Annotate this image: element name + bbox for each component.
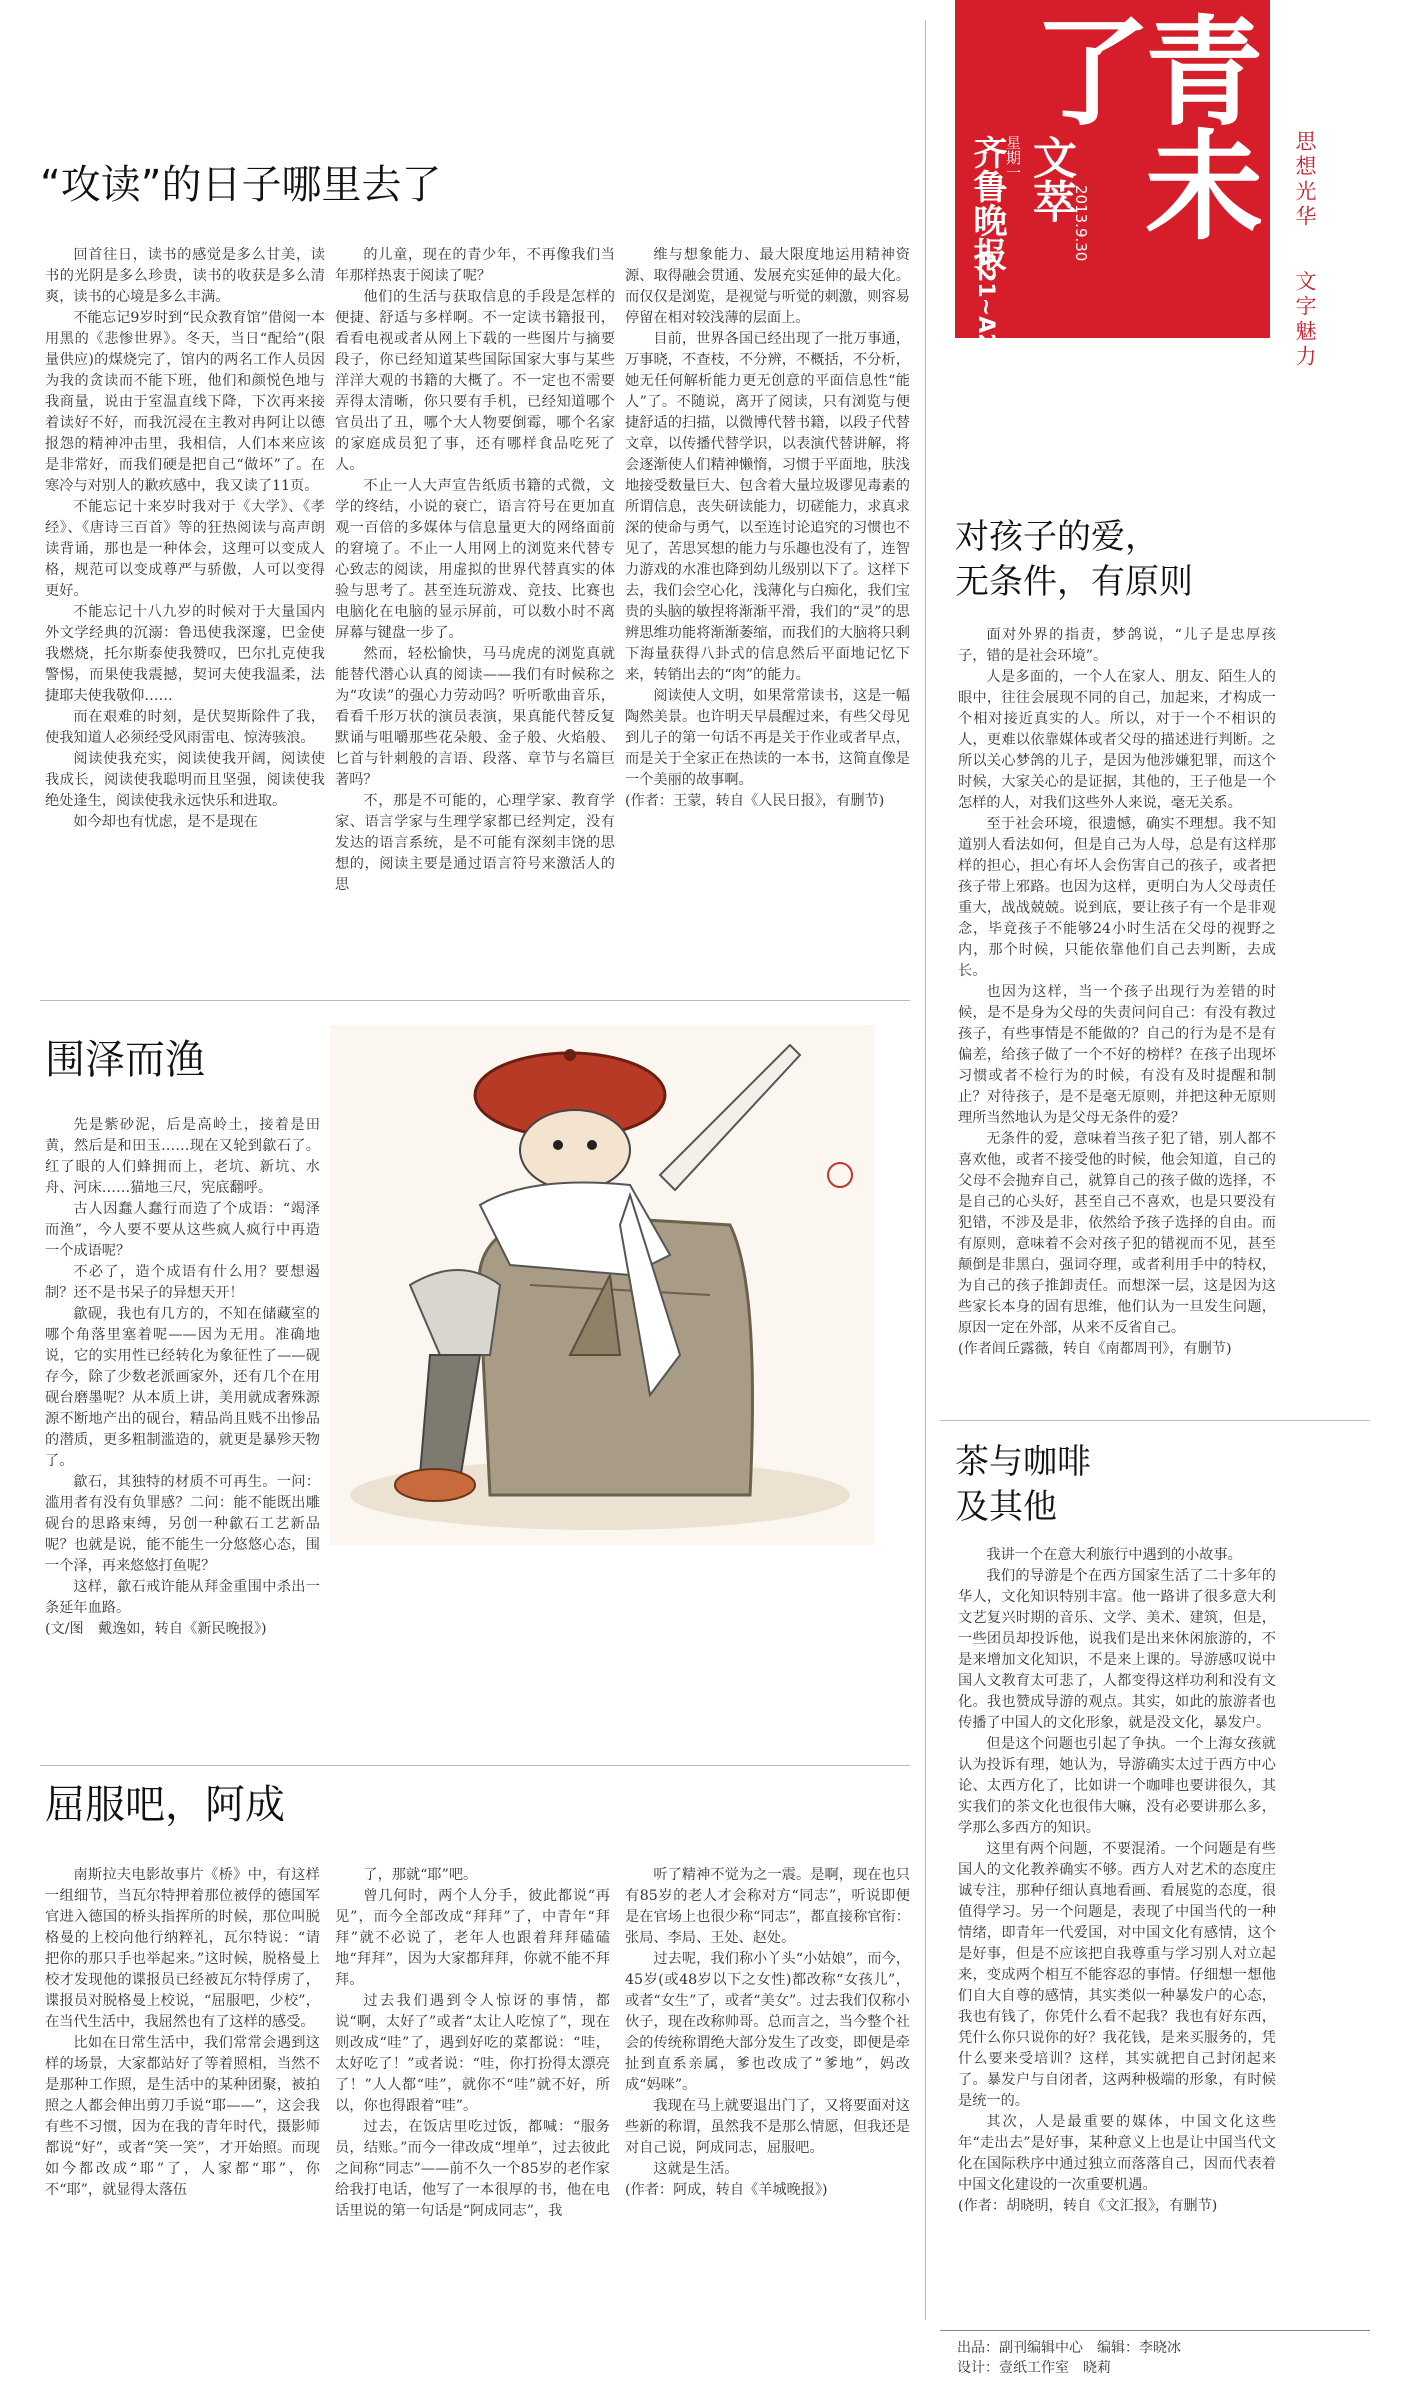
designer-name: 晓莉 [1083,2360,1111,2376]
article-source: (文/图 戴逸如，转自《新民晚报》) [45,1621,267,1637]
paragraph: 我们的导游是个在西方国家生活了二十多年的华人，文化知识特别丰富。他一路讲了很多意大利文艺复兴时期的音乐、文学、美术、建筑，但是，一些团员却投诉他，说我们是出来休闲旅游的，不是来增加文化知识，不是来上课的。导游感叹说中国人文教育太可悲了，人都变得这样功利和没有文化。我也赞成导游的观点。其实，如此的旅游者也传播了中国人的文化形象，就是没文化，暴发户。 [958,1568,1276,1731]
headline-article5-line2: 及其他 [955,1487,1057,1527]
paragraph: 阅读使人文明，如果常常读书，这是一幅陶然美景。也许明天早晨醒过来，有些父母见到儿子的第一句话不再是关于作业或者早点，而是关于全家正在热读的一本书，这简直像是一个美丽的故事啊。 [625,688,910,788]
credits-line2 [957,2358,1195,2378]
paragraph: 古人因蠢人蠢行而造了个成语：“竭泽而渔”，今人要不要从这些疯人疯行中再造一个成语呢？ [45,1201,320,1259]
article2-body [45,1115,320,1760]
article-source: (作者闾丘露薇，转自《南都周刊》，有删节) [958,1341,1232,1357]
headline-article4-line2: 无条件，有原则 [955,562,1193,602]
paragraph: 听了精神不觉为之一震。是啊，现在也只有85岁的老人才会称对方“同志”，听说即便是在官场上也很少称“同志”，都直接称官衔：张局、李局、王处、赵处。 [625,1867,910,1946]
headline-article5-line1: 茶与咖啡 [955,1442,1091,1482]
newspaper-logo: 齐鲁晚报 [967,135,1007,271]
paragraph: 这样，歙石戒许能从拜金重围中杀出一条延年血路。 [45,1579,320,1616]
paragraph: 不止一人大声宣告纸质书籍的式微，文学的终结，小说的衰亡，语言符号在更加直观一百倍的多媒体与信息量更大的网络面前的窘境了。不止一人用网上的浏览来代替专心致志的阅读，用虚拟的世界代替真实的体验与思考了。甚至连玩游戏、竞技、比赛也电脑化在电脑的显示屏前，可以数小时不离屏幕与键盘一步了。 [335,478,615,641]
paragraph: 歙石，其独特的材质不可再生。一问：滥用者有没有负罪感？二问：能不能既出雕砚台的思路束缚，另创一种歙石工艺新品呢？也就是说，能不能生一分悠悠心态，围一个泽，再来悠悠打鱼呢？ [45,1474,320,1574]
paragraph: 过去，在饭店里吃过饭，都喊：“服务员，结账。”而今一律改成“埋单”，过去彼此之间称“同志”——前不久一个85岁的老作家给我打电话，他写了一本很厚的书，他在电话里说的第一句话是“阿成同志”，我 [335,2119,610,2219]
paragraph: 面对外界的指责，梦鸽说，“儿子是忠厚孩子，错的是社会环境”。 [958,627,1276,664]
section-rule [40,1765,910,1766]
paragraph: 了，那就“耶”吧。 [363,1867,478,1883]
section-rule [940,1420,1370,1421]
paragraph: 曾几何时，两个人分手，彼此都说“再见”，而今全部改成“拜拜”了，中青年“拜拜”就不必说了，老年人也跟着拜拜磕磕地“拜拜”，因为大家都拜拜，你就不能不拜拜。 [335,1888,610,1988]
weekday: 星期一 [1004,135,1022,180]
issue-date: 2013.9.30 [1072,185,1090,262]
headline-article2: 围泽而渔 [45,1037,205,1083]
slogan-right: 文字魅力 [1293,270,1317,370]
paragraph: 其次，人是最重要的媒体，中国文化这些年“走出去”是好事，某种意义上也是让中国当代文化在国际秩序中通过独立而落落自己，因而代表着中国文化建设的一次重要机遇。 [958,2114,1276,2193]
article-source: (作者：阿成，转自《羊城晚报》) [625,2182,828,2198]
paragraph: 比如在日常生活中，我们常常会遇到这样的场景，大家都站好了等着照相，当然不是那种工作照，是生活中的某种团聚，被拍照之人都会伸出剪刀手说“耶——”，这会我有些不习惯，因为在我的青年时代，摄影师都说“好”，或者“笑一笑”，才开始照。而现如今都改成“耶”了，人家都“耶”，你不“耶”，就显得太落伍 [45,2035,320,2198]
design-credit: 设计：壹纸工作室 [957,2360,1069,2376]
producer-credit: 出品：副刊编辑中心 [957,2340,1083,2356]
page-range: A21~A23 [973,250,998,364]
article3-col2 [335,1865,610,2325]
paragraph: 不能忘记9岁时到“民众教育馆”借阅一本用黑的《悲惨世界》。冬天，当日“配给”(限量供应)的煤烧完了，馆内的两名工作人员因为我的贪读而不能下班，他们和颜悦色地与我商量，说由于室温直线下降，下次再来接着读好不好，而我沉浸在主教对冉阿让以德报怨的精神冲击里，我相信，人们本来应该是非常好，而我们硬是把自己“做坏”了。在寒冷与对别人的歉疚感中，我又读了11页。 [45,310,325,494]
article3-col1 [45,1865,320,2325]
paragraph: 如今却也有忧虑，是不是现在 [73,814,258,830]
paragraph: 我现在马上就要退出门了，又将要面对这些新的称谓，虽然我不是那么情愿，但我还是对自己说，阿成同志，屈服吧。 [625,2098,910,2156]
paragraph: 这就是生活。 [653,2161,739,2177]
paragraph: 不必了，造个成语有什么用？要想遏制？还不是书呆子的异想天开！ [45,1264,320,1301]
paragraph: 但是这个问题也引起了争执。一个上海女孩就认为投诉有理，她认为，导游确实太过于西方中心论、太西方化了，比如讲一个咖啡也要讲很久，其实我们的茶文化也很伟大嘛，没有必要讲那么多，学那么多西方的知识。 [958,1736,1276,1836]
paragraph: 无条件的爱，意味着当孩子犯了错，别人都不喜欢他，或者不接受他的时候，他会知道，自己的父母不会抛弃自己，就算自己的孩子做的选择，不是自己的心头好，甚至自己不喜欢，也是只要没有犯错，不涉及是非，依然给予孩子选择的自由。而有原则，意味着不会对孩子犯的错视而不见，甚至颠倒是非黑白，强词夺理，或者利用手中的特权，为自己的孩子推卸责任。而想深一层，这是因为这些家长本身的固有思维，他们认为一旦发生问题，原因一定在外部，从来不反省自己。 [958,1131,1276,1336]
paragraph: 不能忘记十来岁时我对于《大学》、《孝经》、《唐诗三百首》等的狂热阅读与高声朗读背诵，那也是一种体会，这理可以变成人格，规范可以变成尊严与骄傲，人可以变得更好。 [45,499,325,599]
paragraph: 歙砚，我也有几方的，不知在储藏室的哪个角落里塞着呢——因为无用。准确地说，它的实用性已经转化为象征性了——砚存今，除了少数老派画家外，还有几个在用砚台磨墨呢？从本质上讲，美用就成奢殊源源不断地产出的砚台，精品尚且贱不出惨品的潜质，更多粗制滥造的，就更是暴殄天物了。 [45,1306,320,1469]
paragraph: 过去呢，我们称小丫头“小姑娘”，而今，45岁(或48岁以下之女性)都改称“女孩儿”，或者“女生”了，或者“美女”。过去我们仅称小伙子，现在改称帅哥。总而言之，当今整个社会的传统称谓绝大部分发生了改变，即便是牵扯到直系亲属，爹也改成了“爹地”，妈改成“妈咪”。 [625,1951,910,2093]
paragraph: 也因为这样，当一个孩子出现行为差错的时候，是不是身为父母的失责问问自己：有没有教过孩子，有些事情是不能做的？自己的行为是不是有偏差，给孩子做了一个不好的榜样？在孩子出现坏习惯或者不检行为的时候，有没有及时提醒和制止？对待孩子，是不是毫无原则，并把这种无原则理所当然地认为是父母无条件的爱？ [958,984,1276,1126]
slogan-left: 思想光华 [1293,130,1317,230]
illustration-boy-with-brush [330,1025,875,1545]
section-subtitle: 文萃 [1025,135,1076,223]
article1-col2 [335,245,615,990]
paragraph: 的儿童，现在的青少年，不再像我们当年那样热衷于阅读了呢？ [335,247,615,284]
section-rule [40,1000,910,1001]
paragraph: 先是紫砂泥，后是高岭土，接着是田黄，然后是和田玉……现在又轮到歙石了。红了眼的人们蜂拥而上，老坑、新坑、水舟、河床……猫地三尺，宪底翻呼。 [45,1117,320,1196]
paragraph: 人是多面的，一个人在家人、朋友、陌生人的眼中，往往会展现不同的自己，加起来，才构成一个相对接近真实的人。所以，对于一个不相识的人，更难以依靠媒体或者父母的描述进行判断。之所以关心梦鸽的儿子，是因为他涉嫌犯罪，而这个时候，大家关心的是证据，其他的，王子他是一个怎样的人，对我们这些外人来说，毫无关系。 [958,669,1276,811]
article1-col1 [45,245,325,990]
credits-line1 [957,2338,1195,2358]
illustration-drawing [330,1025,875,1545]
article3-col3 [625,1865,910,2325]
headline-article3: 屈服吧，阿成 [45,1782,285,1828]
editor-credit: 编辑：李晓冰 [1097,2340,1181,2356]
article1-col3 [625,245,910,990]
paragraph: 南斯拉夫电影故事片《桥》中，有这样一组细节，当瓦尔特押着那位被俘的德国军官进入德国的桥头指挥所的时候，那位叫脱格曼的上校向他行纳粹礼，瓦尔特说：“请把你的那只手也举起来。”这时候，脱格曼上校才发现他的谍报员已经被瓦尔特俘虏了，谍报员对脱格曼上校说，“屈服吧，少校”，在当代生活中，我屈然也有了这样的感受。 [45,1867,320,2030]
headline-article1: “攻读”的日子哪里去了 [40,162,442,208]
masthead [955,0,1270,364]
article-source: (作者：王蒙，转自《人民日报》，有删节) [625,793,885,809]
headline-article4-line1: 对孩子的爱， [955,517,1159,557]
article4-body [958,625,1276,1415]
paragraph: 目前，世界各国已经出现了一批万事通，万事晓，不查枝，不分辨，不概括，不分析，她无任何解析能力更无创意的平面信息性“能人”了。不随说，离开了阅读，只有浏览与便捷舒适的扫描，以微博代替书籍，以段子代替文章，以传播代替学识，以表演代替讲解，将会逐渐使人们精神懒惰，习惯于平面地，肤浅地接受数量巨大、包含着大量垃圾谬见毒素的所谓信息，丧失研读能力，切磋能力，求真求深的使命与勇气，以至连讨论追究的习惯也不见了，苦思冥想的能力与乐趣也没有了，连智力游戏的水准也降到幼儿级别以下了。这样下去，我们会空心化，浅薄化与白痴化，我们宝贵的头脑的敏捏将渐渐平滑，我们的“灵”的思辨思维功能将渐渐萎缩，而我们的大脑将只剩下海量获得八卦式的信息然后平面地记忆下来，转销出去的“肉”的能力。 [625,331,910,683]
paragraph: 维与想象能力、最大限度地运用精神资源、取得融会贯通、发展充实延伸的最大化。而仅仅是浏览，是视觉与听觉的刺激，则容易停留在相对较浅薄的层面上。 [625,247,910,326]
paragraph: 这里有两个问题，不要混淆。一个问题是有些国人的文化教养确实不够。西方人对艺术的态度庄诚专注，那种仔细认真地看画、看展览的态度，很值得学习。另一个问题是，表现了中国当代的一种情绪，即青年一代爱国，对中国文化有感情，这个是好事，但是不应该把自我尊重与学习别人对立起来，变成两个相互不能容忍的事情。仔细想一想他们自大自尊的感情，其实类似一种暴发户的心态，我也有钱了，你凭什么看不起我？我也有好东西，凭什么你只说你的好？我花钱，是来买服务的，凭什么要来受培训？这样，其实就把自己封闭起来了。暴发户与自闭者，这两种极端的形象，有时候是统一的。 [958,1841,1276,2109]
paragraph: 然而，轻松愉快，马马虎虎的浏览真就能替代潜心认真的阅读——我们有时候称之为“攻读”的强心力劳动吗？听听歌曲音乐，看看千形万状的演员表演，果真能代替反复默诵与咀嚼那些花朵般、金子般、火焰般、匕首与针刺般的言语、段落、章节与名篇巨著吗？ [335,646,615,788]
credits-footer [957,2338,1195,2378]
paragraph: 不能忘记十八九岁的时候对于大量国内外文学经典的沉溺：鲁迅使我深邃，巴金使我燃烧，托尔斯泰使我赞叹，巴尔扎克使我警惕，而果使我震撼，契诃夫使我温柔，法捷耶夫使我敬仰…… [45,604,325,704]
paragraph: 而在艰难的时刻，是伏契斯除件了我，使我知道人必须经受风雨雷电、惊涛骇浪。 [45,709,325,746]
section-title: 青未了 [1013,10,1263,238]
paragraph: 我讲一个在意大利旅行中遇到的小故事。 [986,1547,1242,1563]
article-source: (作者：胡晓明，转自《文汇报》，有删节) [958,2198,1218,2214]
article5-body [958,1545,1276,2320]
paragraph: 至于社会环境，很遗憾，确实不理想。我不知道别人看法如何，但是自己为人母，总是有这样那样的担心，担心有坏人会伤害自己的孩子，或者把孩子带上邪路。也因为这样，更明白为人父母责任重大，战战兢兢。说到底，要让孩子有一个是非观念，毕竟孩子不能够24小时生活在父母的视野之内，那个时候，只能依靠他们自己去判断，去成长。 [958,816,1276,979]
paragraph: 阅读使我充实，阅读使我开阔，阅读使我成长，阅读使我聪明而且坚强，阅读使我绝处逢生，阅读使我永远快乐和进取。 [45,751,325,809]
column-rule [925,20,926,2320]
paragraph: 不，那是不可能的，心理学家、教育学家、语言学家与生理学家都已经判定，没有发达的语言系统，是不可能有深刻丰饶的思想的，阅读主要是通过语言符号来激活人的思 [335,793,615,893]
paragraph: 过去我们遇到令人惊讶的事情，都说“啊，太好了”或者“太让人吃惊了”，现在则改成“哇”了，遇到好吃的菜都说：“哇，太好吃了！”或者说：“哇，你打扮得太漂亮了！”人人都“哇”，就你不“哇”就不好，所以，你也得跟着“哇”。 [335,1993,610,2114]
paragraph: 回首往日，读书的感觉是多么甘美，读书的光阴是多么珍贵，读书的收获是多么清爽，读书的心境是多么丰满。 [45,247,325,305]
footer-rule [940,2330,1370,2331]
paragraph: 他们的生活与获取信息的手段是怎样的便捷、舒适与多样啊。不一定读书籍报刊，看看电视或者从网上下载的一些图片与摘要段子，你已经知道某些国际国家大事与某些洋洋大观的书籍的大概了。不一定也不需要弄得太清晰，你只要有手机，已经知道哪个官员出了丑，哪个大人物要倒霉，哪个名家的家庭成员犯了事，还有哪样食品吃死了人。 [335,289,615,473]
